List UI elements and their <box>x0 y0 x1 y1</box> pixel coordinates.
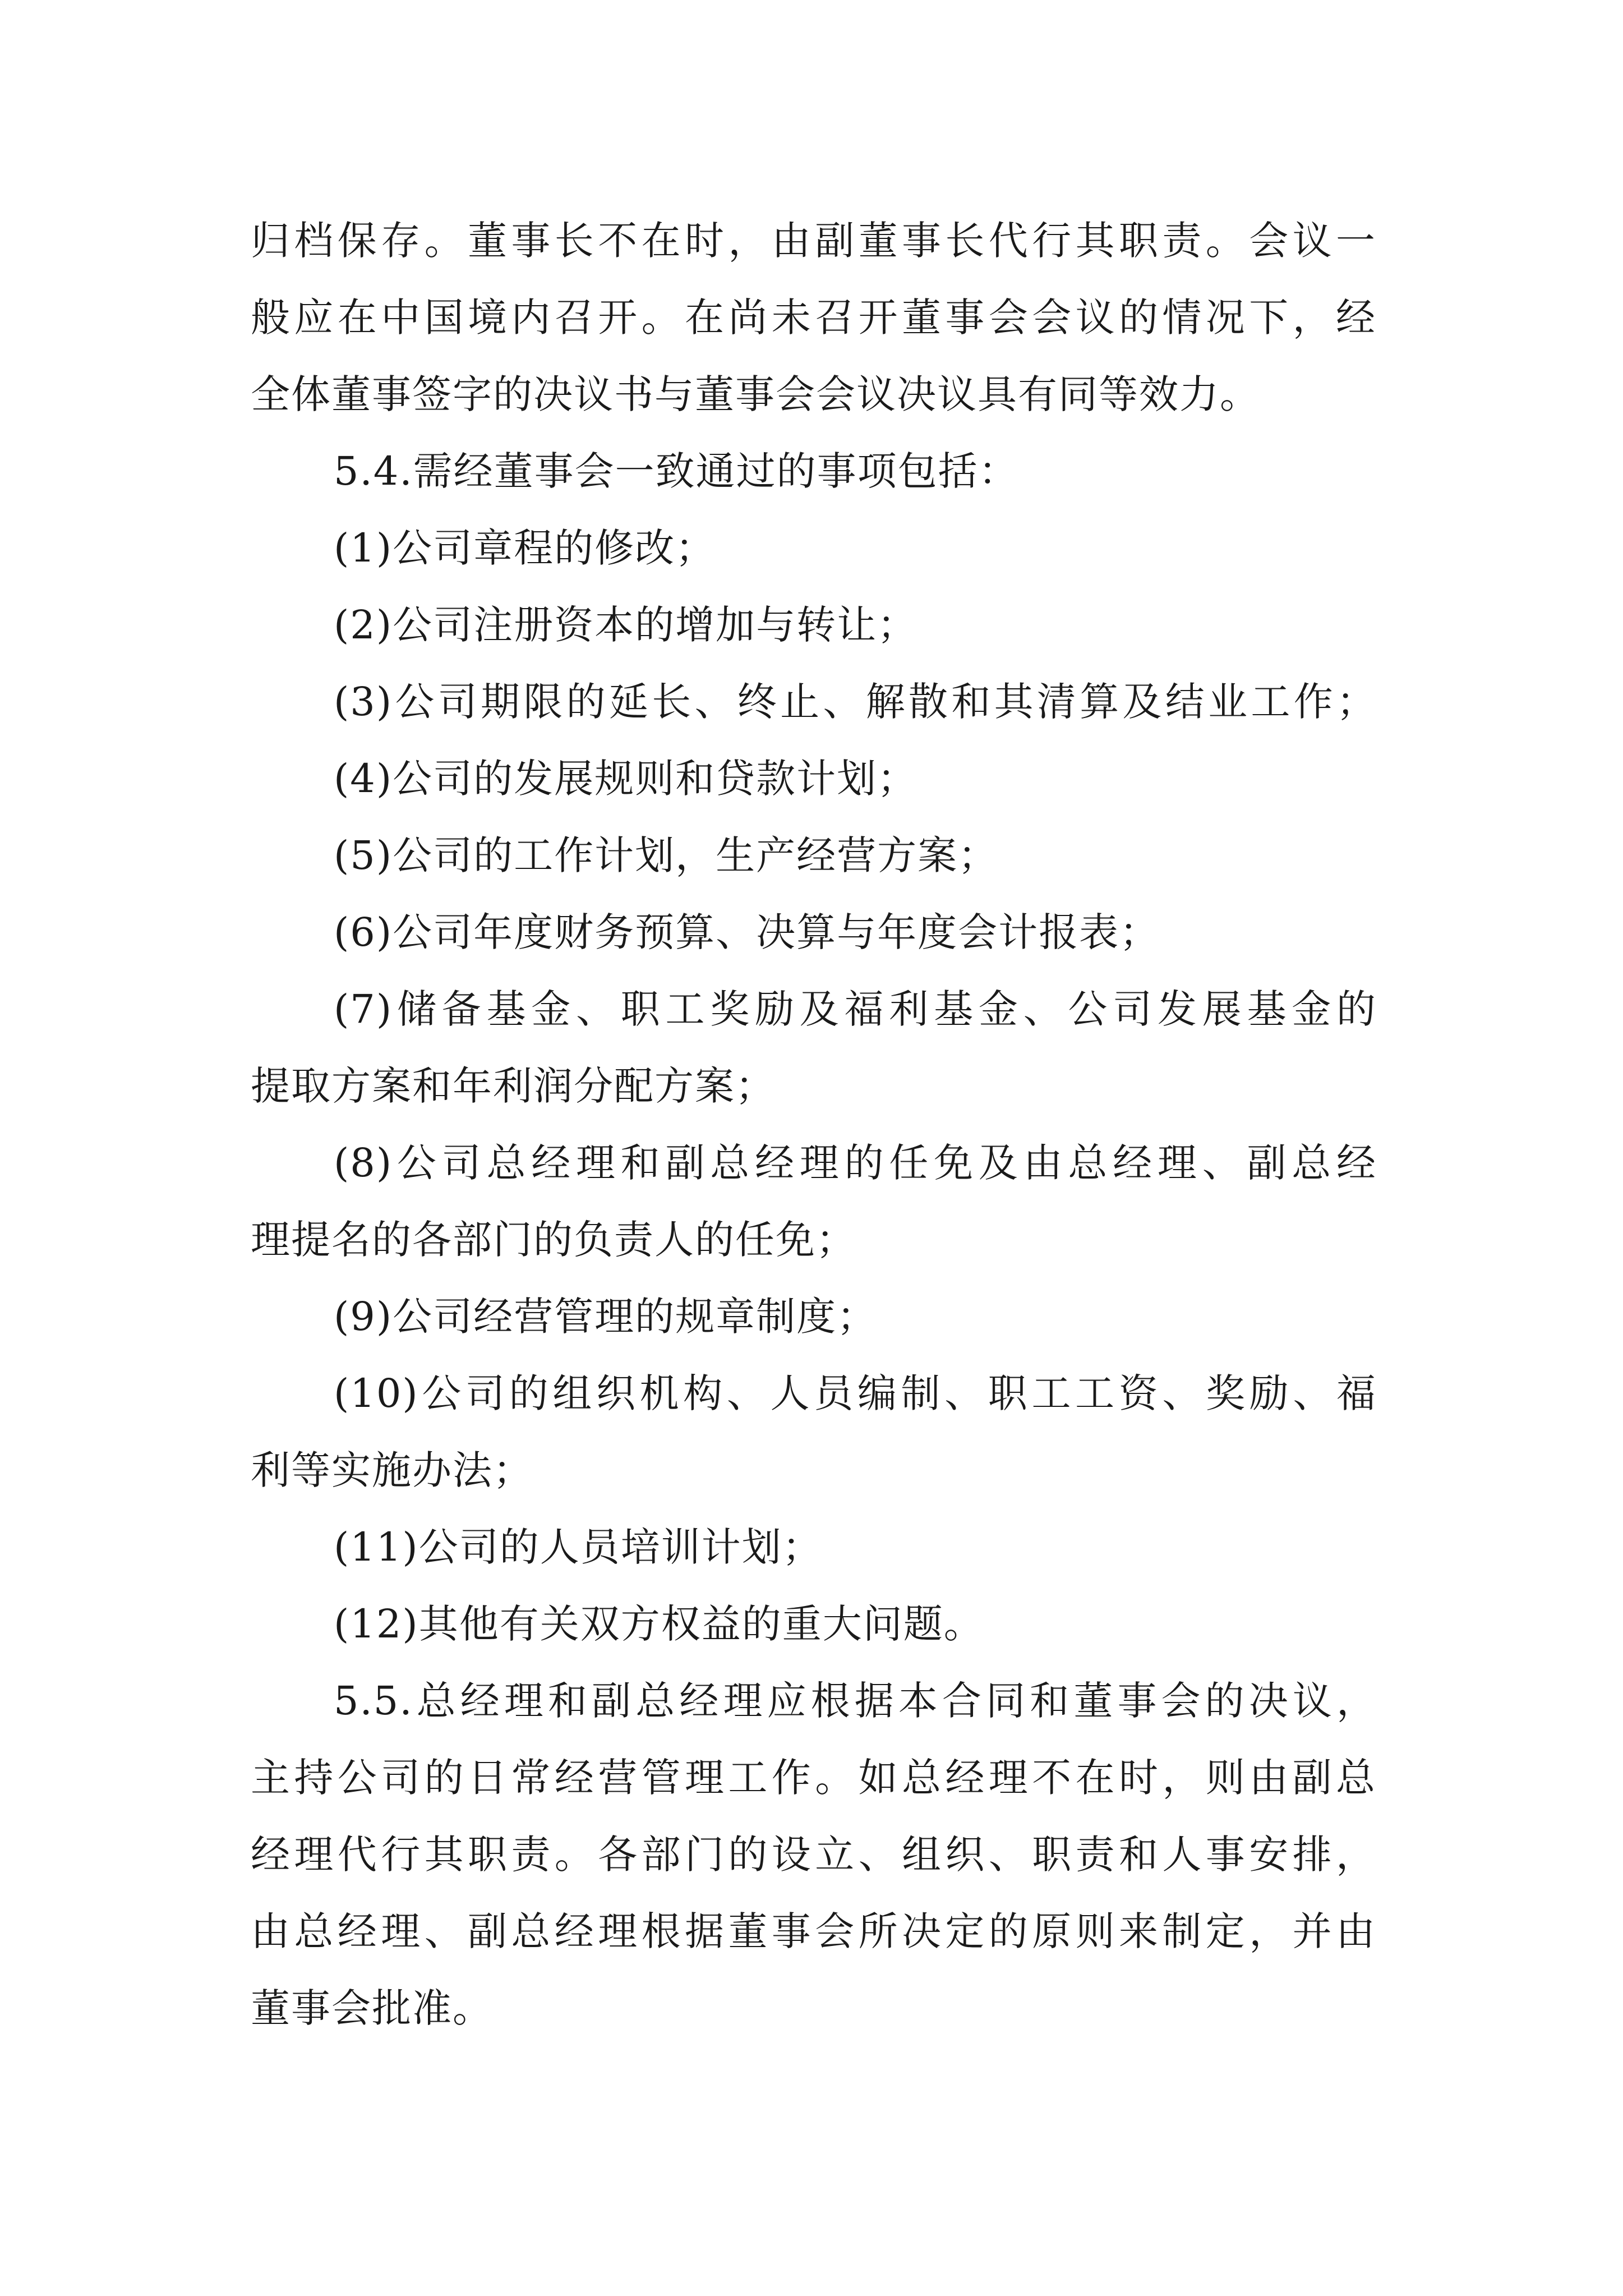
list-item: (4)公司的发展规则和贷款计划； <box>334 756 918 802</box>
body-text-line: 全体董事签字的决议书与董事会会议决议具有同等效力。 <box>251 371 1260 417</box>
body-text-line: 经理代行其职责。各部门的设立、组织、职责和人事安排， <box>251 1832 1376 1878</box>
list-item: (8)公司总经理和副总经理的任免及由总经理、副总经 <box>334 1140 1377 1186</box>
list-item: (10)公司的组织机构、人员编制、职工工资、奖励、福 <box>334 1370 1377 1416</box>
list-item: (3)公司期限的延长、终止、解散和其清算及结业工作； <box>334 679 1377 725</box>
list-item-continuation: 理提名的各部门的负责人的任免； <box>251 1217 856 1263</box>
list-item-continuation: 提取方案和年利润分配方案； <box>251 1063 776 1109</box>
list-item: (11)公司的人员培训计划； <box>334 1524 823 1570</box>
list-item: (1)公司章程的修改； <box>334 525 716 571</box>
list-item: (9)公司经营管理的规章制度； <box>334 1294 878 1340</box>
body-text-line: 归档保存。董事长不在时，由副董事长代行其职责。会议一 <box>251 218 1376 264</box>
body-text-line: 董事会批准。 <box>251 1985 493 2031</box>
list-item: (12)其他有关双方权益的重大问题。 <box>334 1601 984 1647</box>
list-item: (7)储备基金、职工奖励及福利基金、公司发展基金的 <box>334 986 1377 1032</box>
clause-heading: 5.4.需经董事会一致通过的事项包括： <box>334 448 1019 494</box>
list-item: (2)公司注册资本的增加与转让； <box>334 602 918 648</box>
clause-heading: 5.5.总经理和副总经理应根据本合同和董事会的决议， <box>334 1678 1377 1724</box>
list-item: (5)公司的工作计划，生产经营方案； <box>334 832 999 878</box>
body-text-line: 般应在中国境内召开。在尚未召开董事会会议的情况下，经 <box>251 295 1376 341</box>
list-item-continuation: 利等实施办法； <box>251 1447 533 1493</box>
list-item: (6)公司年度财务预算、决算与年度会计报表； <box>334 909 1160 955</box>
body-text-line: 由总经理、副总经理根据董事会所决定的原则来制定，并由 <box>251 1908 1376 1954</box>
body-text-line: 主持公司的日常经营管理工作。如总经理不在时，则由副总 <box>251 1755 1376 1801</box>
